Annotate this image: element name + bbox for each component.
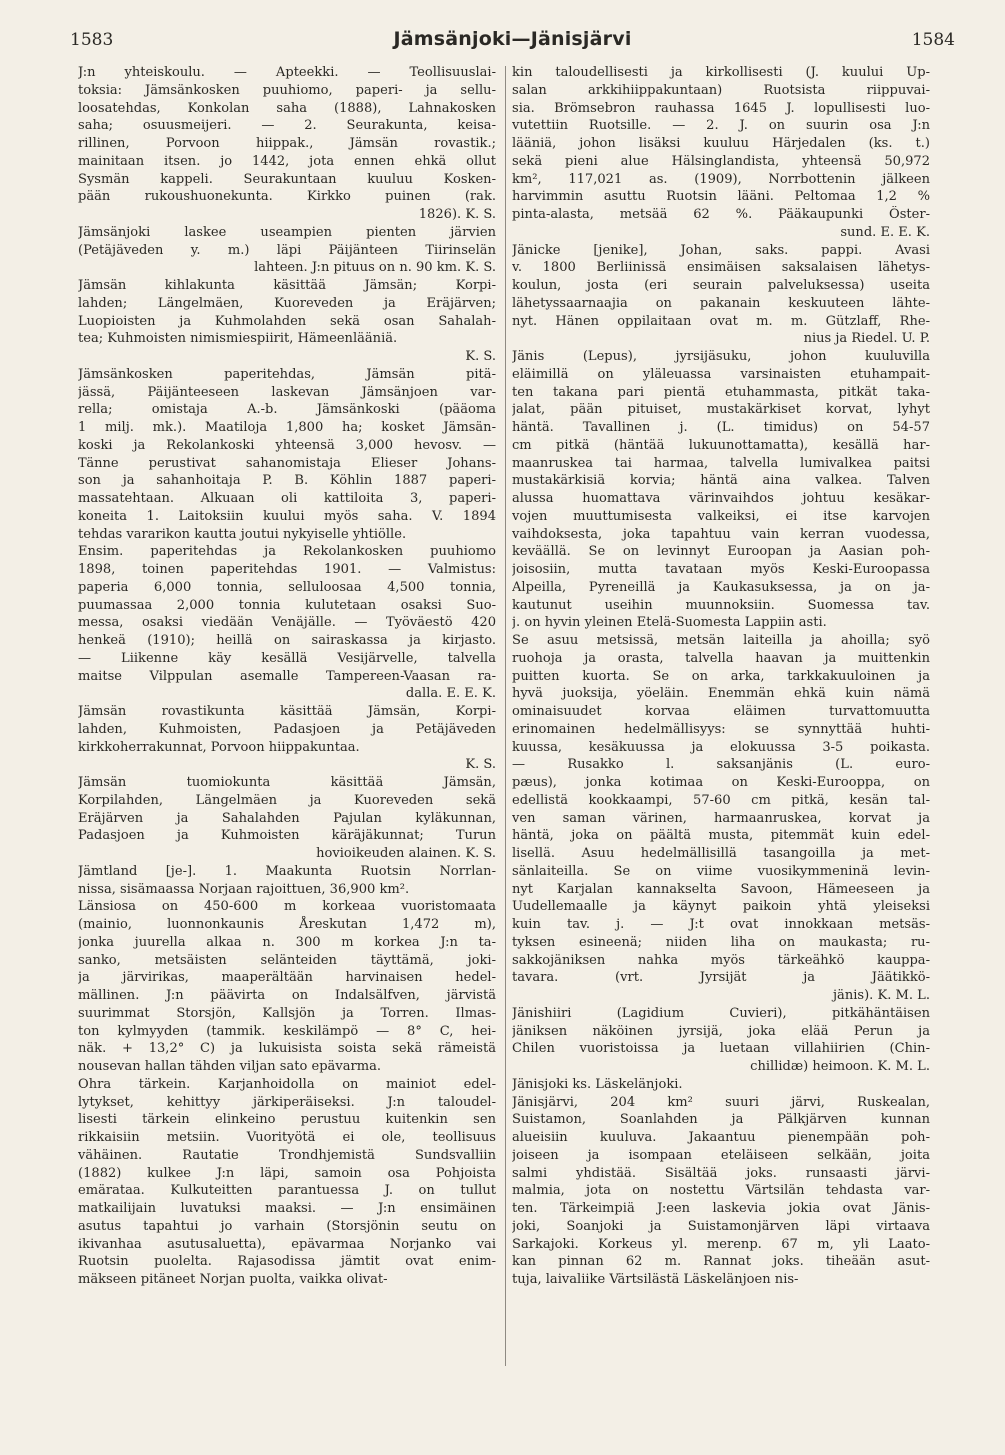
text-line: nius ja Riedel. U. P. [803,331,930,347]
text-line: Länsiosa on 450-600 m korkeaa vuoristomaata [78,899,496,915]
text-line: Jämsän rovastikunta käsittää Jämsän, Korpi- [78,704,496,719]
text-line: Sarkajoki. Korkeus yl. merenp. 67 m, yli Laato- [512,1236,930,1252]
text-line: tuja, laivaliike Värtsilästä Läskelänjoen nis- [512,1272,799,1287]
text-line: K. S. [465,349,496,364]
text-line: mainitaan itsen. jo 1442, jota ennen ehkä ollut [78,153,496,169]
text-line: cm pitkä (häntää lukuunottamatta), kesällä har- [512,437,930,453]
text-line: Jänisjoki ks. Läskelänjoki. [512,1076,683,1092]
text-line: ven saman värinen, harmaanruskea, korvat ja [512,810,930,826]
text-line: ten takana pari pientä etuhammasta, pitkät taka- [512,384,930,400]
text-line: pæus), jonka kotimaa on Keski-Eurooppa, on [512,775,930,790]
text-line: maanruskea tai harmaa, talvella lumivalkea paitsi [512,455,930,471]
text-line: alussa huomattava värinvaihdos johtuu kesäkar- [512,491,930,506]
text-line: Korpilahden, Längelmäen ja Kuoreveden sekä [78,792,496,808]
text-line: Alpeilla, Pyreneillä ja Kaukasuksessa, ja on ja- [512,579,930,595]
page-header [70,28,955,58]
text-line: salan arkkihiippakuntaan) Ruotsista riippuvai- [512,82,930,98]
text-line: son ja sahanhoitaja P. B. Köhlin 1887 paperi- [78,473,496,489]
text-line: K. S. [465,757,496,773]
text-line: rikkaisiin metsiin. Vuorityötä ei ole, teollisuus [78,1130,496,1145]
text-line: — Rusakko l. saksanjänis (L. euro- [512,757,930,773]
text-line: sia. Brömsebron rauhassa 1645 J. lopullisesti luo- [512,100,930,116]
text-line: Jämsän tuomiokunta käsittää Jämsän, [78,775,496,790]
text-line: lähetyssaarnaajia on pakanain keskuuteen lähte- [512,295,930,311]
text-line: vojen muuttumisesta valkeiksi, ei itse karvojen [512,508,930,524]
text-line: koulun, josta (eri seurain palveluksessa) useita [512,278,930,293]
text-line: eläimillä on yläleuassa varsinaisten etuhampait- [512,366,930,382]
text-line: kautunut useihin muunnoksiin. Suomessa tav. [512,597,930,613]
text-line: malmia, jota on nostettu Värtsilän tehdasta var- [512,1183,930,1199]
text-line: joiseen ja isompaan eteläiseen selkään, joita [512,1147,930,1163]
text-line: kirkkoherrakunnat, Porvoon hiippakuntaa. [78,739,360,755]
right-column [512,64,930,1289]
text-line: häntä. Tavallinen j. (L. timidus) on 54-57 [512,420,930,435]
text-line: jalat, pään pituiset, mustakärkiset korvat, lyhyt [512,402,930,418]
text-line: rella; omistaja A.-b. Jämsänkoski (pääoma [78,402,496,418]
text-line: Chilen vuoristoissa ja luetaan villahiirien (Chin- [512,1041,930,1057]
text-line: puitten kuorta. Se on arka, tarkkakuuloinen ja [512,668,930,684]
text-line: lytykset, kehittyy järkiperäiseksi. J:n taloudel- [78,1094,496,1110]
text-line: Ruotsin puolelta. Rajasodissa jämtit ovat enim- [78,1254,496,1270]
text-line: Luopioisten ja Kuhmolahden sekä osan Sahalah- [78,313,496,329]
text-line: tavara. (vrt. Jyrsijät ja Jäätikkö- [512,970,930,986]
text-line: toksia: Jämsänkosken puuhiomo, paperi- ja sellu- [78,82,496,98]
text-line: ton kylmyyden (tammik. keskilämpö — 8° C, hei- [78,1023,496,1039]
text-line: ten. Tärkeimpiä J:een laskevia jokia ovat Jänis- [512,1201,930,1216]
text-line: hyvä juoksija, yöeläin. Enemmän ehkä kuin nämä [512,686,930,702]
text-line: Jämsän kihlakunta käsittää Jämsän; Korpi- [78,278,496,293]
text-line: rillinen, Porvoon hiippak., Jämsän rovastik.; [78,136,496,151]
text-line: Jänis (Lepus), jyrsijäsuku, johon kuuluvilla [512,349,930,364]
text-line: lääniä, johon lisäksi kuuluu Härjedalen (ks. t.) [512,136,930,151]
text-line: mäkseen pitäneet Norjan puolta, vaikka olivat- [78,1272,388,1287]
text-line: 1898, toinen paperitehdas 1901. — Valmistus: [78,562,496,577]
text-line: Jänisjärvi, 204 km² suuri järvi, Ruskealan, [512,1094,930,1110]
text-line: 1826). K. S. [418,207,496,222]
text-line: koski ja Rekolankoski yhteensä 3,000 hevosv. — [78,437,496,453]
text-line: alueisiin kuuluva. Jakaantuu pienempään poh- [512,1130,930,1145]
left-column [78,64,496,1289]
text-line: lisesti tärkein elinkeino perustuu kuitenkin sen [78,1112,496,1128]
text-line: massatehtaan. Alkuaan oli kattiloita 3, paperi- [78,491,496,506]
text-line: chillidæ) heimoon. K. M. L. [750,1059,930,1074]
running-title: Jämsänjoki—Jänisjärvi [393,28,632,50]
text-line: kuussa, kesäkuussa ja elokuussa 3-5 poikasta. [512,739,930,755]
text-line: matkailijain luvatuksi maaksi. — J:n ensimäinen [78,1201,496,1216]
text-line: tyksen esineenä; niiden liha on maukasta; ru- [512,934,930,950]
text-line: nyt Karjalan kannakselta Savoon, Hämeeseen ja [512,881,930,897]
text-line: messa, osaksi viedään Venäjälle. — Työväestö 420 [78,615,496,631]
text-line: Uudellemaalle ja käynyt paikoin yhtä yleiseksi [512,899,930,915]
text-line: vähäinen. Rautatie Trondhjemistä Sundsvalliin [78,1147,496,1163]
text-line: sänlaiteilla. Se on viime vuosikymmeninä levin- [512,863,930,879]
text-line: J:n yhteiskoulu. — Apteekki. — Teollisuuslai- [78,65,496,80]
text-line: lahden; Längelmäen, Kuoreveden ja Eräjärven; [78,295,496,311]
text-line: loosatehdas, Konkolan saha (1888), Lahnakosken [78,100,496,116]
text-columns [78,64,998,1454]
text-line: lisellä. Asuu hedelmällisillä tasangoilla ja met- [512,846,930,861]
text-line: emärataa. Kulkuteitten parantuessa J. on tullut [78,1183,496,1199]
text-line: ikivanhaa asutusaluetta), epävarmaa Norjanko vai [78,1236,496,1252]
text-line: Jänicke [jenike], Johan, saks. pappi. Avasi [512,242,930,258]
text-line: ominaisuudet korvaa eläimen turvattomuutta [512,704,930,719]
text-line: kin taloudellisesti ja kirkollisesti (J. kuului Up- [512,65,930,80]
text-line: — Liikenne käy kesällä Vesijärvelle, talvella [78,650,496,666]
text-line: paperia 6,000 tonnia, selluloosaa 4,500 tonnia, [78,579,496,595]
text-line: lahteen. J:n pituus on n. 90 km. K. S. [254,260,496,276]
text-line: joisosiin, mutta tavataan myös Keski-Euroopassa [512,562,930,577]
text-line: harvimmin asuttu Ruotsin lääni. Peltomaa 1,2 % [512,189,930,205]
text-line: lahden, Kuhmoisten, Padasjoen ja Petäjäveden [78,721,496,737]
text-line: asutus tapahtui jo varhain (Storsjönin seutu on [78,1218,496,1234]
text-line: näk. + 13,2° C) ja lukuisista soista sekä rämeistä [78,1041,496,1057]
text-line: salmi yhdistää. Sisältää joks. runsaasti järvi- [512,1165,930,1181]
text-line: hovioikeuden alainen. K. S. [316,846,496,861]
text-line: henkeä (1910); heillä on sairaskassa ja kirjasto. [78,633,496,648]
text-line: v. 1800 Berliinissä ensimäisen saksalaisen lähetys- [512,260,930,276]
text-line: jonka juurella alkaa n. 300 m korkea J:n ta- [78,934,496,950]
text-line: (Petäjäveden y. m.) läpi Päijänteen Tiirinselän [78,242,496,258]
text-line: tea; Kuhmoisten nimismiespiirit, Hämeenlääniä. [78,331,398,347]
text-line: Padasjoen ja Kuhmoisten käräjäkunnat; Turun [78,828,496,844]
text-line: Se asuu metsissä, metsän laiteilla ja ahoilla; syö [512,633,930,648]
text-line: Eräjärven ja Sahalahden Pajulan kyläkunnan, [78,810,496,826]
text-line: tehdas vararikon kautta joutui nykyiselle yhtiölle. [78,526,407,542]
text-line: saha; osuusmeijeri. — 2. Seurakunta, keisa- [78,118,496,134]
text-line: 1 milj. mk.). Maatiloja 1,800 ha; kosket Jämsän- [78,420,496,435]
text-line: sekä pieni alue Hälsinglandista, yhteensä 50,972 [512,153,930,169]
text-line: Jämtland [je-]. 1. Maakunta Ruotsin Norrlan- [78,863,496,879]
text-line: km², 117,021 as. (1909), Norrbottenin jälkeen [512,171,930,187]
text-line: Sysmän kappeli. Seurakuntaan kuuluu Kosken- [78,171,496,187]
text-line: Jämsänkosken paperitehdas, Jämsän pitä- [78,366,496,382]
text-line: keväällä. Se on levinnyt Euroopan ja Aasian poh- [512,544,930,560]
text-line: (mainio, luonnonkaunis Åreskutan 1,472 m), [78,917,496,932]
text-line: sakkojäniksen nahka myös tärkeähkö kauppa- [512,952,930,968]
text-line: joki, Soanjoki ja Suistamonjärven läpi virtaava [512,1218,930,1234]
text-line: Ohra tärkein. Karjanhoidolla on mainiot edel- [78,1076,496,1092]
text-line: Suistamon, Soanlahden ja Pälkjärven kunnan [512,1112,930,1128]
text-line: pinta-alasta, metsää 62 %. Pääkaupunki Öster- [512,207,930,222]
text-line: pään rukoushuonekunta. Kirkko puinen (rak. [78,189,496,205]
text-line: suurimmat Storsjön, Kallsjön ja Torren. Ilmas- [78,1005,496,1021]
text-line: mustakärkisiä korvia; häntä aina valkea. Talven [512,473,930,489]
text-line: ja järvirikas, maaperältään harvinaisen hedel- [78,970,496,986]
text-line: nyt. Hänen oppilaitaan ovat m. m. Gützlaff, Rhe- [512,313,930,329]
text-line: kan pinnan 62 m. Rannat joks. tiheään asut- [512,1254,930,1270]
text-line: Ensim. paperitehdas ja Rekolankosken puuhiomo [78,544,496,560]
text-line: ruohoja ja orasta, talvella haavan ja muittenkin [512,650,930,666]
text-line: nissa, sisämaassa Norjaan rajoittuen, 36,900 km². [78,881,410,897]
text-line: koneita 1. Laitoksiin kuului myös saha. V. 1894 [78,508,496,524]
text-line: jäniksen näköinen jyrsijä, joka elää Perun ja [512,1023,930,1039]
text-line: erinomainen hedelmällisyys: se synnyttää huhti- [512,721,930,737]
text-line: häntä, joka on päältä musta, pitemmät kuin edel- [512,828,930,844]
text-line: Jänishiiri (Lagidium Cuvieri), pitkähäntäisen [512,1005,930,1021]
text-line: puumassaa 2,000 tonnia kulutetaan osaksi Suo- [78,597,496,613]
text-line: jänis). K. M. L. [833,988,930,1003]
text-line: j. on hyvin yleinen Etelä-Suomesta Lappiin asti. [512,615,827,631]
text-line: nousevan hallan tähden viljan sato epävarma. [78,1059,382,1074]
text-line: Tänne perustivat sahanomistaja Elieser Johans- [78,455,496,471]
text-line: edellistä kookkaampi, 57-60 cm pitkä, kesän tal- [512,792,930,808]
text-line: maitse Vilppulan asemalle Tampereen-Vaasan ra- [78,668,496,684]
page-number-right: 1584 [911,30,955,50]
text-line: mällinen. J:n päävirta on Indalsälfven, järvistä [78,988,496,1003]
page-number-left: 1583 [70,30,114,50]
text-line: sund. E. E. K. [840,224,930,240]
text-line: vutettiin Ruotsille. — 2. J. on suurin osa J:n [512,118,930,134]
text-line: vaihdoksesta, joka tapahtuu vain kerran vuodessa, [512,526,930,542]
text-line: (1882) kulkee J:n läpi, samoin osa Pohjoista [78,1165,496,1181]
text-line: sanko, metsäisten selänteiden täyttämä, joki- [78,952,496,968]
text-line: dalla. E. E. K. [405,686,496,702]
text-line: jässä, Päijänteeseen laskevan Jämsänjoen var- [78,384,496,400]
text-line: kuin tav. j. — J:t ovat innokkaan metsäs- [512,917,930,932]
text-line: Jämsänjoki laskee useampien pienten järvien [78,224,496,240]
